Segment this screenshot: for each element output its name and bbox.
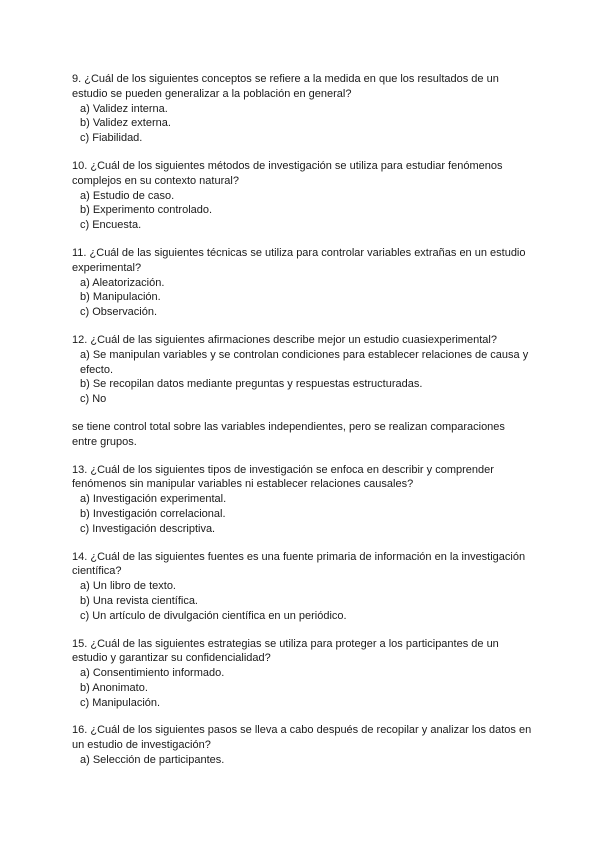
option-c: c) Investigación descriptiva. xyxy=(80,522,216,535)
option-a: a) Validez interna. xyxy=(80,102,168,115)
option-a: a) Aleatorización. xyxy=(80,276,165,289)
question-11 xyxy=(72,246,532,320)
question-16 xyxy=(72,723,532,767)
option-b: b) Anonimato. xyxy=(80,681,148,694)
question-text: 16. ¿Cuál de los siguientes pasos se lleva a cabo después de recopilar y analizar los datos en un estudio de investigación? xyxy=(72,724,532,752)
question-text: 12. ¿Cuál de las siguientes afirmaciones describe mejor un estudio cuasiexperimental? xyxy=(72,333,497,346)
question-text: 10. ¿Cuál de los siguientes métodos de investigación se utiliza para estudiar fenómenos complejos en su contexto natural? xyxy=(72,159,503,187)
option-b: b) Una revista científica. xyxy=(80,594,198,607)
option-a: a) Estudio de caso. xyxy=(80,189,175,202)
question-text: 9. ¿Cuál de los siguientes conceptos se refiere a la medida en que los resultados de un estudio se pueden generalizar a la población en general? xyxy=(72,73,499,100)
option-a: a) Investigación experimental. xyxy=(80,493,227,506)
question-text: 14. ¿Cuál de las siguientes fuentes es una fuente primaria de información en la investigación científica? xyxy=(72,550,526,578)
question-15 xyxy=(72,637,532,711)
question-text: 15. ¿Cuál de las siguientes estrategias se utiliza para proteger a los participantes de un estudio y garantizar su confidencialidad? xyxy=(72,637,499,665)
option-c: c) Un artículo de divulgación científica en un periódico. xyxy=(80,609,347,622)
option-a: a) Un libro de texto. xyxy=(80,580,176,593)
continuation-note: se tiene control total sobre las variables independientes, pero se realizan comparaciones entre grupos. xyxy=(72,420,505,448)
question-text: 13. ¿Cuál de los siguientes tipos de investigación se enfoca en describir y comprender fenómenos sin manipular variables ni establecer relaciones causales? xyxy=(72,463,494,491)
option-c: c) Manipulación. xyxy=(80,696,161,709)
option-c: c) Encuesta. xyxy=(80,219,142,232)
question-9 xyxy=(72,72,532,146)
option-b: b) Experimento controlado. xyxy=(80,204,213,217)
option-c: c) Fiabilidad. xyxy=(80,132,143,145)
option-b: b) Validez externa. xyxy=(80,117,171,130)
question-10 xyxy=(72,159,532,233)
option-a: a) Selección de participantes. xyxy=(80,754,225,767)
option-a: a) Consentimiento informado. xyxy=(80,667,225,680)
option-b: b) Investigación correlacional. xyxy=(80,507,226,520)
question-text: 11. ¿Cuál de las siguientes técnicas se utiliza para controlar variables extrañas en un estudio experimental? xyxy=(72,246,526,274)
option-c: c) Observación. xyxy=(80,306,158,319)
document-page xyxy=(72,72,532,781)
question-13 xyxy=(72,463,532,537)
question-14 xyxy=(72,550,532,624)
option-a: a) Se manipulan variables y se controlan condiciones para establecer relaciones de causa y efecto. xyxy=(80,348,529,376)
option-b: b) Se recopilan datos mediante preguntas y respuestas estructuradas. xyxy=(80,378,423,391)
option-b: b) Manipulación. xyxy=(80,291,161,304)
question-12 xyxy=(72,333,532,407)
option-c: c) No xyxy=(80,393,107,406)
